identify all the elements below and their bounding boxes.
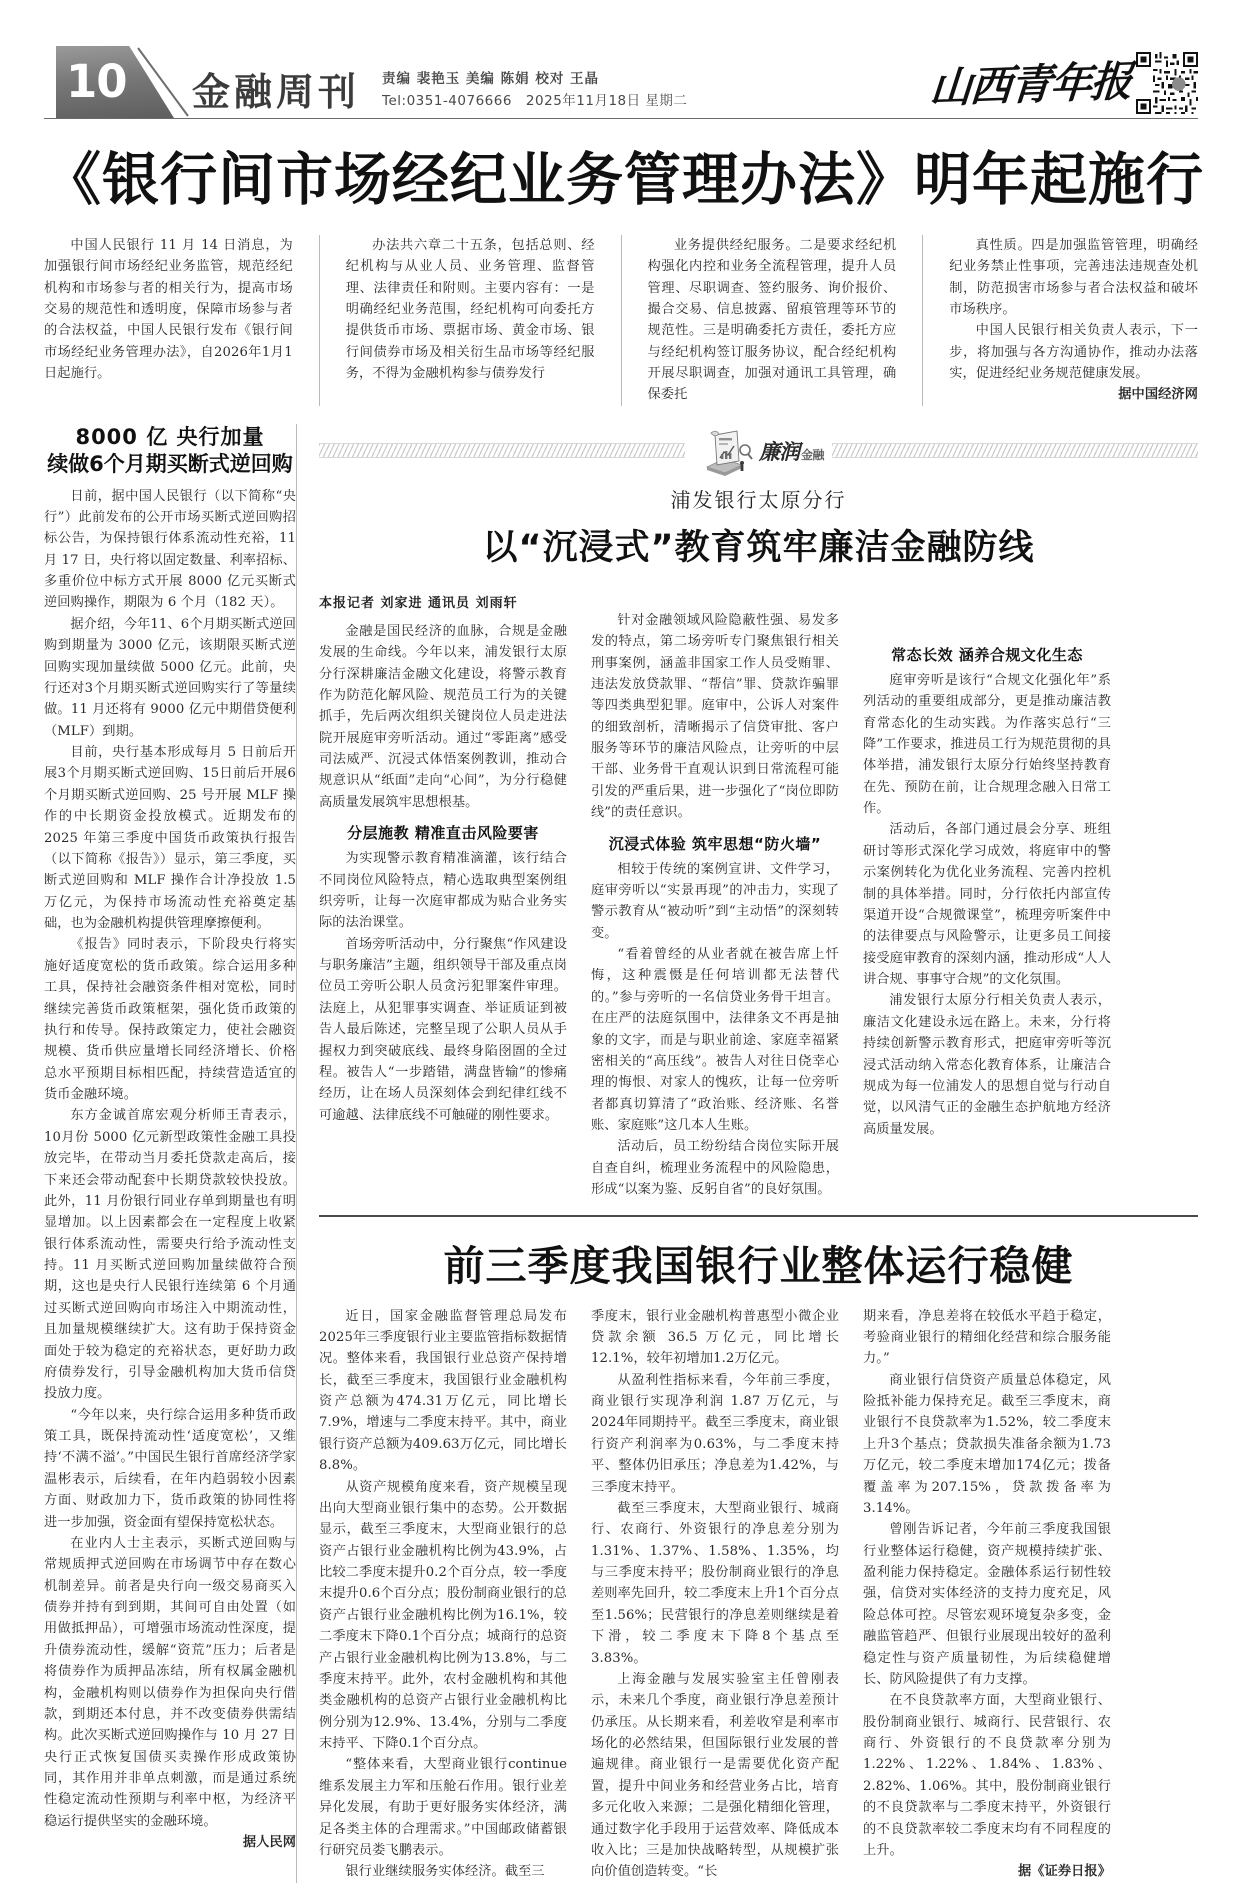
feature-columns [319, 574, 1198, 1201]
feature-column-3 [863, 574, 1111, 1201]
credits-editors: 责编 裴艳玉 美编 陈娟 校对 王晶 [382, 70, 600, 87]
newspaper-page [0, 26, 1242, 1880]
banking-article-headline: 前三季度我国银行业整体运行稳健 [443, 1241, 1074, 1290]
paragraph: 在业内人士主表示，买断式逆回购与常规质押式逆回购在市场调节中存在数心机制差异。前者是央行向一级交易商买入债券并持有到到期，其间可自由处置（如用做抵押品），可增强市场流动性深度，提升债券流动性，缓解“资荒”压力；后者是将债券作为质押品冻结，所有权属金融机构，金融机构则以债券作为担保向央行借款，到期还本付息，并不改变债券供需结构。此次买断式逆回购操作与 10 月 27 日央行正式恢复国债买卖操作形成政策协同，其作用并非单点刺激，而是通过系统性稳定流动性预期与利率中枢，为经济平稳运行提供坚实的金融环境。 [44, 1535, 296, 1829]
paragraph: 为实现警示教育精准滴灌，该行结合不同岗位风险特点，精心选取典型案例组织旁听，让每一次庭审都成为贴合业务实际的法治课堂。 [319, 851, 567, 931]
feature-subhead-1: 分层施教 精准直击风险要害 [347, 824, 539, 843]
paragraph: 季度末，银行业金融机构普惠型小微企业贷款余额 36.5 万亿元，同比增长12.1%，较年初增加1.2万亿元。 [591, 1308, 839, 1367]
lead-article-headline: 《银行间市场经纪业务管理办法》明年起施行 [44, 147, 1204, 213]
paragraph: “整体来看，大型商业银行continue维系发展主力军和压舱石作用。银行业差异化发展，有助于更好服务实体经济，满足各类主体的合理需求。”中国邮政储蓄银行研究员娄飞鹏表示。 [319, 1757, 567, 1858]
scroll-chart-icon [693, 425, 755, 477]
hatch-rule-left [319, 443, 685, 458]
section-title: 金融周刊 [192, 69, 361, 114]
lead-column-3 [648, 235, 897, 406]
lead-column-2 [346, 235, 595, 406]
credits-contact-date: Tel:0351-4076666 2025年11月18日 星期二 [382, 93, 688, 110]
banner-wordmark [759, 436, 824, 466]
feature-column-2 [591, 574, 839, 1201]
paragraph: 《报告》同时表示，下阶段央行将实施好适度宽松的货币政策。综合运用多种工具，保持社会融资条件相对宽松，同时继续完善货币政策框架，强化货币政策的执行和传导。保持政策定力，使社会融资规模、货币供应量增长同经济增长、价格总水平预期目标相匹配，持续营造适宜的货币金融环境。 [44, 937, 296, 1103]
section-rule [319, 1215, 1198, 1217]
paragraph: 目前，央行基本形成每月 5 日前后开展3个月期买断式逆回购、15日前后开展6 个月期买断式逆回购、25 号开展 MLF 操作的中长期资金投放模式。近期发布的2025 年第三季度中国货币政策执行报告（以下简称《报告》）显示，第三季度，买断式逆回购和 MLF 操作合计净投放 1.5 万亿元，为保持市场流动性充裕奠定基础，也为金融机构提供管理摩擦便利。 [44, 745, 296, 932]
paragraph: 从资产规模角度来看，资产规模呈现出向大型商业银行集中的态势。公开数据显示，截至三季度末，大型商业银行的总资产占银行业金融机构比例为43.9%，占比较二季度末提升0.2个百分点，较一季度末提升0.6个百分点；股份制商业银行的总资产占银行业金融机构比例为16.1%，较二季度末下降0.1个百分点；城商行的总资产占银行业金融机构比例为13.8%，与二季度末持平。此外，农村金融机构和其他类金融机构的总资产占银行业金融机构比例分别为12.9%、13.4%，分别与二季度末持平、下降0.1个百分点。 [319, 1479, 567, 1752]
rail-article [44, 424, 296, 1883]
rail-article-source: 据人民网 [242, 1835, 296, 1851]
feature-subhead-2: 沉浸式体验 筑牢思想“防火墙” [608, 834, 822, 853]
paragraph: 商业银行信贷资产质量总体稳定，风险抵补能力保持充足。截至三季度末，商业银行不良贷款率为1.52%，较二季度末上升3个基点；贷款损失准备余额为1.73万亿元，较二季度末增加174亿元；拨备覆盖率为207.15%，贷款拨备率为3.14%。 [863, 1372, 1111, 1516]
rail-article-headline [44, 424, 296, 478]
paragraph: “今年以来，央行综合运用多种货币政策工具，既保持流动性‘适度宽松’，又维持‘不满不溢’。”中国民生银行首席经济学家温彬表示，后续看，在年内趋弱较小因素方面、财政加力下，货币政策的协同性将进一步加强，资金面有望保持宽松状态。 [44, 1407, 296, 1530]
banner-logo [685, 425, 832, 477]
feature-and-banking [297, 424, 1198, 1883]
feature-byline: 本报记者 刘家进 通讯员 刘雨轩 [319, 595, 518, 611]
banking-columns [319, 1306, 1198, 1883]
column-divider [922, 235, 923, 406]
paragraph: 中国人民银行相关负责人表示，下一步，将加强与各方沟通协作，推动办法落实，促进经纪业务规范健康发展。 [949, 323, 1198, 382]
paragraph: 中国人民银行 11 月 14 日消息，为加强银行间市场经纪业务监管，规范经纪机构和市场参与者的相关行为，提高市场交易的规范性和透明度，保障市场参与者的合法权益，中国人民银行发布《银行间市场经纪业务管理办法》，自2026年1月1日起施行。 [44, 237, 293, 382]
feature-headline: 以“沉浸式”教育筑牢廉洁金融防线 [482, 527, 1035, 568]
paragraph: 真性质。四是加强监管管理，明确经纪业务禁止性事项，完善违法违规查处机制，防范损害市场参与者合法权益和破坏市场秩序。 [949, 237, 1198, 317]
lead-article-body [44, 235, 1198, 406]
paragraph: 办法共六章二十五条，包括总则、经纪机构与从业人员、业务管理、监督管理、法律责任和附则。主要内容有：一是明确经纪业务范围，经纪机构可向委托方提供货币市场、票据市场、黄金市场、银行间债券市场及相关衍生品市场等经纪服务，不得为金融机构参与债券发行 [345, 237, 595, 382]
paragraph: 业务提供经纪服务。二是要求经纪机构强化内控和业务全流程管理，提升人员管理、尽职调查、签约服务、询价报价、撮合交易、信息披露、留痕管理等环节的规范性。三是明确委托方责任，委托方应与经纪机构签订服务协议，配合经纪机构开展尽职调查，加强对通讯工具管理，确保委托 [647, 237, 897, 403]
feature-subhead-3: 常态长效 涵养合规文化生态 [891, 645, 1083, 664]
page-number: 10 [66, 55, 127, 108]
paragraph: 上海金融与发展实验室主任曾刚表示，未来几个季度，商业银行净息差预计仍承压。从长期来看，利差收窄是利率市场化的必然结果，但国际银行业发展的普遍规律。商业银行一是需要优化资产配置，提升中间业务和经营业务占比，培育多元化收入来源；二是强化精细化管理，通过数字化手段用于运营效率、降低成本收入比；三是加快战略转型，从规模扩张向价值创造转变。“长 [591, 1671, 839, 1880]
lead-column-4 [949, 235, 1198, 406]
qr-code-icon[interactable] [1136, 52, 1198, 114]
paragraph: 活动后，员工纷纷结合岗位实际开展自查自纠，梳理业务流程中的风险隐患，形成“以案为鉴、反躬自省”的良好氛围。 [591, 1139, 839, 1198]
paragraph: 相较于传统的案例宣讲、文件学习，庭审旁听以“实景再现”的冲击力，实现了警示教育从“被动听”到“主动悟”的深刻转变。 [591, 861, 839, 941]
paragraph: 金融是国民经济的血脉，合规是金融发展的生命线。今年以来，浦发银行太原分行深耕廉洁金融文化建设，将警示教育作为防范化解风险、规范员工行为的关键抓手，先后两次组织关键岗位人员走进法院开展庭审旁听活动。通过“零距离”感受司法威严、沉浸式体悟案例教训，推动合规意识从“纸面”走向“心间”，为分行稳健高质量发展筑牢思想根基。 [319, 623, 567, 810]
paragraph: 首场旁听活动中，分行聚焦“作风建设与职务廉洁”主题，组织领导干部及重点岗位员工旁听公职人员贪污犯罪案件审理。法庭上，从犯罪事实调查、举证质证到被告人最后陈述，完整呈现了公职人员从手握权力到突破底线、最终身陷囹圄的全过程。被告人“一步踏错，满盘皆输”的惨痛经历，让在场人员深刻体会到纪律红线不可逾越、法律底线不可触碰的刚性要求。 [319, 936, 567, 1123]
paragraph: 东方金诚首席宏观分析师王青表示，10月份 5000 亿元新型政策性金融工具投放完毕，在带动当月委托贷款走高后，接下来还会带动配套中长期贷款较快投放。此外，11 月份银行同业存单到期量也有明显增加。以上因素都会在一定程度上收紧银行体系流动性，需要央行给予流动性支持。11 月买断式逆回购加量续做符合预期，这也是央行人民银行连续第 6 个月通过买断式逆回购向市场注入中期流动性，且加量规模继续扩大。这有助于保持资金面处于较为稳定的充裕状态，更好助力政府债券发行，引导金融机构加大货币信贷投放力度。 [44, 1108, 296, 1402]
paragraph: 从盈利性指标来看，今年前三季度，商业银行实现净利润 1.87 万亿元，与2024年同期持平。截至三季度末，商业银行资产利润率为0.63%，与二季度末持平、整体仍旧承压；净息差为1.42%，与三季度末持平。 [591, 1372, 839, 1495]
paragraph: 庭审旁听是该行“合规文化强化年”系列活动的重要组成部分，更是推动廉洁教育常态化的生动实践。为作落实总行“三降”工作要求，推进员工行为规范贯彻的具体举措，浦发银行太原分行始终坚持教育在先、预防在前，让合规理念融入日常工作。 [863, 672, 1111, 817]
banking-column-3 [863, 1306, 1111, 1883]
column-divider [621, 235, 622, 406]
banking-column-2 [591, 1306, 839, 1883]
feature-kicker: 浦发银行太原分行 [670, 487, 847, 512]
masthead-brand-area [927, 52, 1198, 114]
lianrun-banner [319, 424, 1198, 478]
banner-title-main: 廉润 [759, 439, 799, 464]
mid-zone [44, 424, 1198, 1883]
paragraph: 截至三季度末，大型商业银行、城商行、农商行、外资银行的净息差分别为1.31%、1.37%、1.58%、1.35%，均与三季度末持平；股份制商业银行的净息差则率先回升，较二季度末上升1个百分点至1.56%；民营银行的净息差则继续是着下滑，较二季度末下降8个基点至3.83%。 [591, 1500, 839, 1666]
banking-article-source: 据《证券日报》 [1017, 1864, 1111, 1880]
lead-article-source: 据中国经济网 [1118, 387, 1198, 403]
rail-headline-line2: 续做6个月期买断式逆回购 [47, 451, 293, 476]
paragraph: 据介绍，今年11、6个月期买断式逆回购到期量为 3000 亿元，该期限买断式逆回购实现加量续做 5000 亿元。此前，央行还对3个月期买断式逆回购实行了等量续做。11 月还将有 9000 亿元中期借贷便利（MLF）到期。 [44, 616, 296, 739]
folio-diagonal-icon [136, 46, 200, 118]
banner-title-sub: 金融 [801, 447, 825, 462]
paragraph: 期来看，净息差将在较低水平趋于稳定，考验商业银行的精细化经营和综合服务能力。” [863, 1308, 1111, 1367]
column-divider [319, 235, 320, 406]
lead-column-1 [44, 235, 293, 406]
banking-column-1 [319, 1306, 567, 1883]
feature-column-1 [319, 574, 567, 1201]
newspaper-brand-logo: 山西青年报 [927, 56, 1133, 113]
hatch-rule-right [832, 443, 1198, 458]
paragraph: “看着曾经的从业者就在被告席上忏悔，这种震慑是任何培训都无法替代的。”参与旁听的一名信贷业务骨干坦言。在庄严的法庭氛围中，法律条文不再是抽象的文字，而是与职业前途、家庭幸福紧密相关的“高压线”。被告人对往日侥幸心理的悔恨、对家人的愧疚，让每一位旁听者都真切算清了“政治账、经济账、名誉账、家庭账”这几本人生账。 [591, 947, 839, 1134]
masthead [44, 26, 1198, 119]
paragraph: 近日，国家金融监督管理总局发布2025年三季度银行业主要监管指标数据情况。整体来看，我国银行业总资产保持增长，截至三季度末，我国银行业金融机构资产总额为474.31万亿元，同比增长7.9%，增速与二季度末持平。其中，商业银行资产总额为409.63万亿元，同比增长8.8%。 [319, 1308, 567, 1474]
paragraph: 浦发银行太原分行相关负责人表示，廉洁文化建设永远在路上。未来，分行将持续创新警示教育形式，把庭审旁听等沉浸式活动纳入常态化教育体系，让廉洁合规成为每一位浦发人的思想自觉与行动自觉，以风清气正的金融生态护航地方经济高质量发展。 [863, 993, 1111, 1137]
paragraph: 银行业继续服务实体经济。截至三 [345, 1864, 545, 1880]
page-folio [44, 46, 176, 118]
paragraph: 日前，据中国人民银行（以下简称“央行”）此前发布的公开市场买断式逆回购招标公告，为保持银行体系流动性充裕，11 月 17 日，央行将以固定数量、利率招标、多重价位中标方式开展 8000 亿元买断式逆回购操作，期限为 6 个月（182 天）。 [44, 488, 296, 611]
rail-headline-line1: 8000 亿 央行加量 [75, 424, 265, 449]
paragraph: 活动后，各部门通过晨会分享、班组研讨等形式深化学习成效，将庭审中的警示案例转化为优化业务流程、完善内控机制的具体举措。同时，分行依托内部宣传渠道开设“合规微课堂”，梳理旁听案件中的法律要点与风险警示，让更多员工间接接受庭审教育的深刻内涵，推动形成“人人讲合规、事事守合规”的文化氛围。 [863, 822, 1111, 988]
paragraph: 在不良贷款率方面，大型商业银行、股份制商业银行、城商行、民营银行、农商行、外资银行的不良贷款率分别为1.22%、1.22%、1.84%、1.83%、2.82%、1.06%。其中，股份制商业银行的不良贷款率与二季度末持平，外资银行的不良贷款率较二季度末均有不同程度的上升。 [863, 1693, 1111, 1858]
masthead-credits [382, 70, 687, 112]
paragraph: 曾刚告诉记者，今年前三季度我国银行业整体运行稳健，资产规模持续扩张、盈利能力保持稳定。金融体系运行韧性较强，信贷对实体经济的支持力度充足，风险总体可控。尽管宏观环境复杂多变，金融监管趋严、但银行业展现出较好的盈利稳定性与资产质量韧性，为后续稳健增长、防风险提供了有力支撑。 [863, 1522, 1111, 1687]
paragraph: 针对金融领域风险隐蔽性强、易发多发的特点，第二场旁听专门聚焦银行相关刑事案例，涵盖非国家工作人员受贿罪、违法发放贷款罪、“帮信”罪、贷款诈骗罪等四类典型犯罪。庭审中，公诉人对案件的细致剖析，清晰揭示了信贷审批、客户服务等环节的廉洁风险点，让旁听的中层干部、业务骨干直观认识到日常流程可能引发的严重后果，进一步强化了“岗位即防线”的责任意识。 [591, 612, 839, 821]
